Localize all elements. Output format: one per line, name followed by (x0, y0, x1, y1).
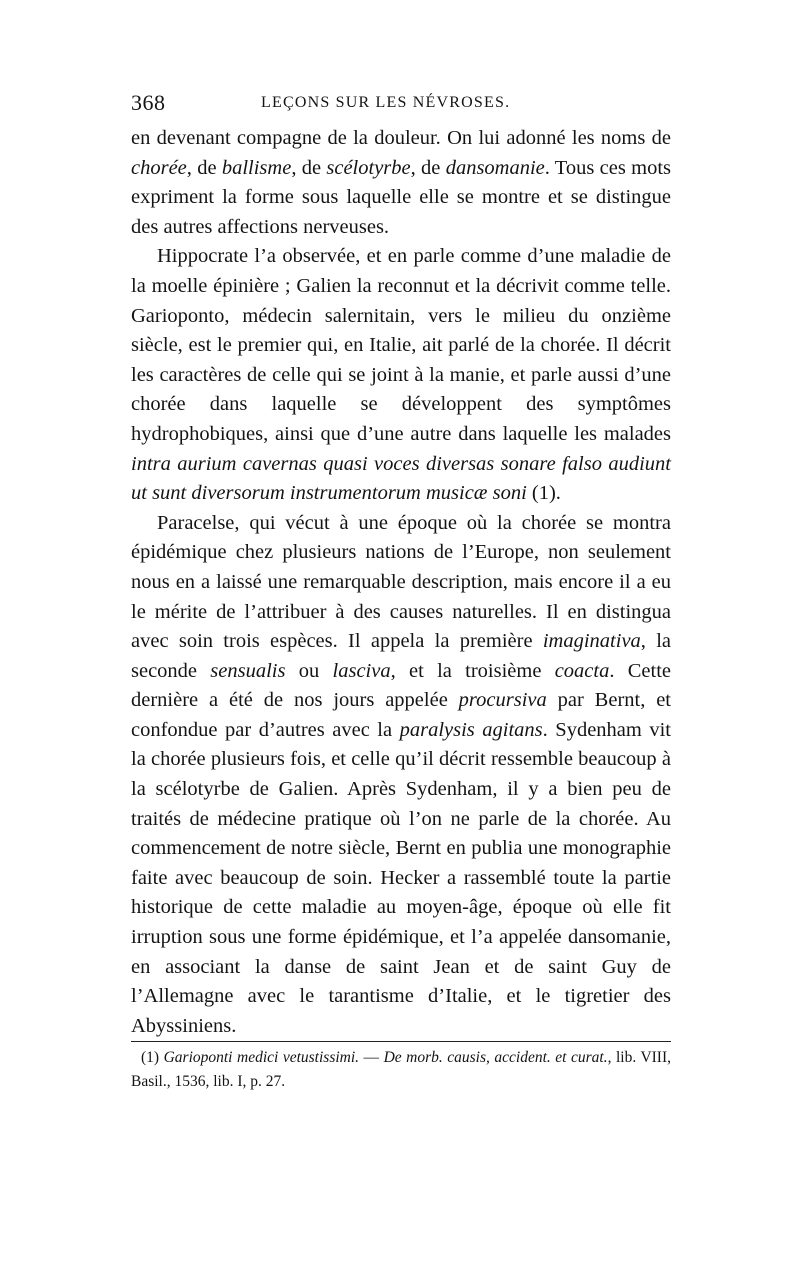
footnote-divider (131, 1041, 671, 1042)
text-run: Paracelse, qui vécut à une époque où la chorée se montra épidémique chez plusieurs nations de l’Europe, non seulement nous en a laissé une remarquable description, mais encore il a eu le mérite de l’attribuer à des causes naturelles. Il en distingua avec soin trois espèces. Il appela la première (131, 511, 671, 653)
page-header (131, 90, 671, 118)
text-run: , de (291, 156, 327, 179)
text-run: , de (410, 156, 446, 179)
text-run: . Sydenham vit la chorée plusieurs fois, et celle qu’il décrit ressemble beaucoup à la scélotyrbe de Galien. Après Sydenham, il y a bien peu de traités de médecine pratique où l’on ne parle de la chorée. Au commencement de notre siècle, Bernt en publia une monographie faite avec beaucoup de soin. Hecker a rassemblé toute la partie historique de cette maladie au moyen-âge, époque où elle fit irruption sous une forme épidémique, et l’a appelée dansomanie, en associant la danse de saint Jean et de saint Guy de l’Allemagne avec le tarantisme d’Italie, et le tigretier des Abyssiniens. (131, 718, 671, 1037)
italic-text-run: De morb. causis, accident. et curat. (383, 1049, 608, 1066)
text-run: en devenant compagne de la douleur. On lui adonné les noms de (131, 127, 671, 149)
paragraph (131, 509, 671, 1042)
italic-text-run: chorée (131, 156, 187, 179)
italic-text-run: Garioponti medici vetustissimi. (163, 1049, 360, 1066)
text-run: par Bernt, et confondue par d’autres avec la (131, 689, 672, 741)
paragraph (131, 242, 671, 508)
italic-text-run: coacta (554, 659, 610, 682)
text-run: (1). (526, 482, 561, 505)
text-run: , la seconde (131, 630, 672, 682)
text-run: , lib. VIII, Basil., 1536, lib. I, p. 27. (131, 1049, 672, 1090)
text-run: Hippocrate l’a observée, et en parle comme d’une maladie de la moelle épinière ; Galien la reconnut et la décrivit comme telle. Garioponto, médecin salernitain, vers le milieu du onzième siècle, est le premier qui, en Italie, ait parlé de la chorée. Il décrit les caractères de celle qui se joint à la manie, et parle aussi d’une chorée dans laquelle se développent des symptômes hydrophobiques, ainsi que d’une autre dans laquelle les malades (131, 245, 671, 445)
footnote-paragraph (131, 1046, 671, 1094)
italic-text-run: dansomanie (445, 156, 545, 179)
text-run: ou (285, 659, 333, 682)
italic-text-run: ballisme (221, 156, 292, 179)
italic-text-run: paralysis agitans (399, 718, 543, 741)
text-run: . Tous ces mots expriment la forme sous laquelle elle se montre et se distingue des autres affections nerveuses. (131, 156, 671, 238)
text-run: (1) (141, 1049, 164, 1066)
italic-text-run: scélotyrbe (326, 156, 411, 179)
page-number: 368 (131, 90, 166, 115)
paragraph (131, 124, 671, 242)
italic-text-run: imaginativa (542, 630, 641, 653)
italic-text-run: sensualis (210, 659, 286, 682)
italic-text-run: lasciva (332, 659, 391, 682)
footnote (131, 1046, 671, 1094)
running-title: LEÇONS SUR LES NÉVROSES. (261, 94, 511, 111)
text-run: . Cette dernière a été de nos jours appelée (131, 659, 672, 712)
text-run: , et la troisième (390, 659, 555, 682)
body-text (131, 124, 671, 1041)
text-run: — (359, 1049, 384, 1066)
italic-text-run: intra aurium cavernas quasi voces diversas sonare falso audiunt ut sunt diversorum instrumentorum musicæ soni (131, 452, 671, 505)
italic-text-run: procursiva (458, 689, 547, 712)
text-run: , de (186, 156, 222, 179)
